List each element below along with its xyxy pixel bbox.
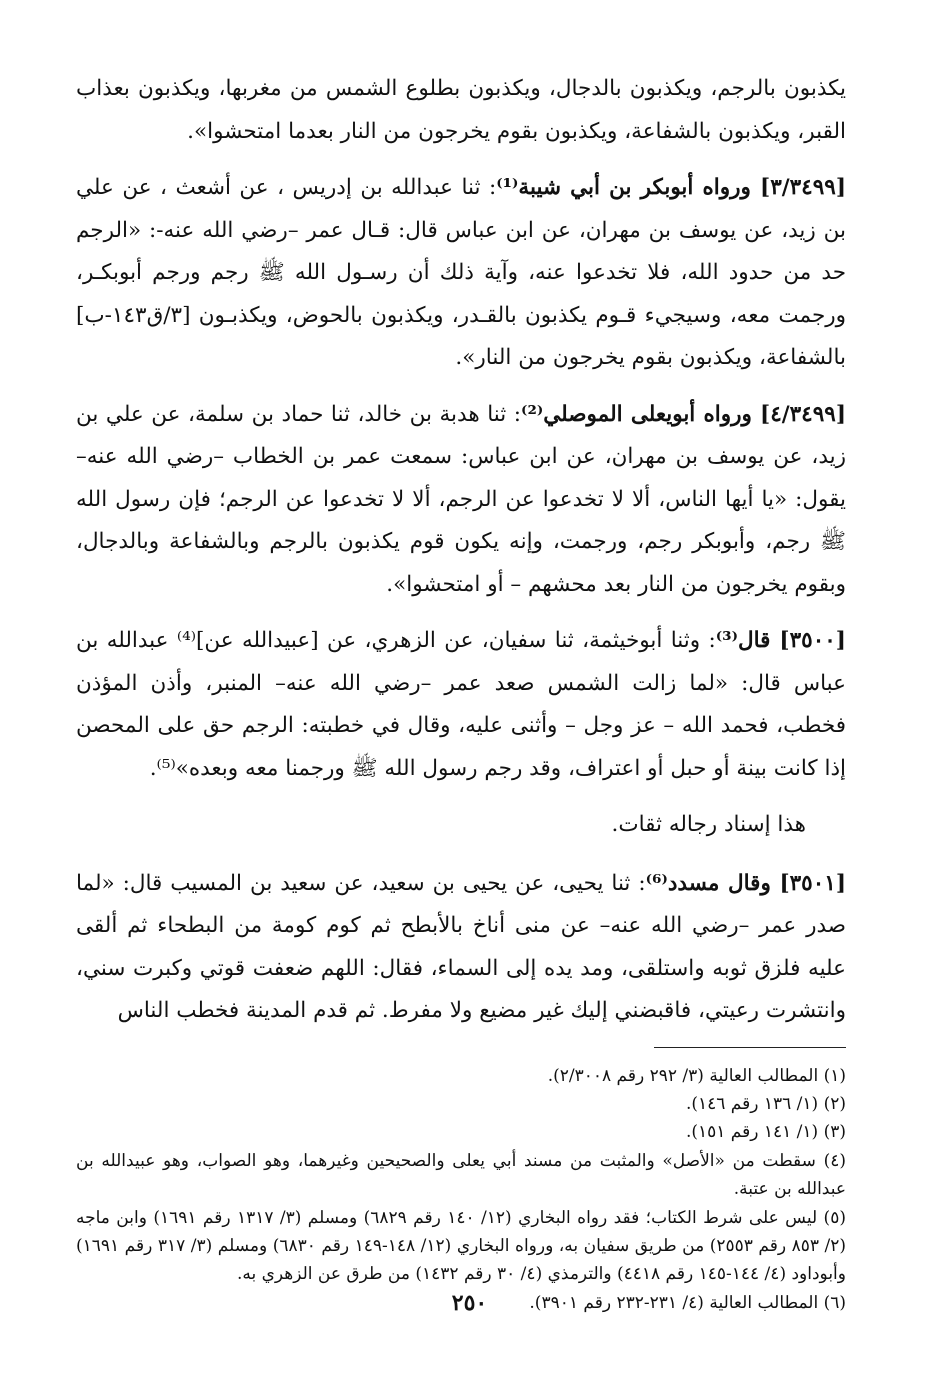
paragraph-hadith-3501 [76, 863, 846, 1033]
footnote-6: (٦) المطالب العالية (٤/ ٢٣١-٢٣٢ رقم ٣٩٠١). [529, 1292, 846, 1313]
footnote-1: (١) المطالب العالية (٣/ ٢٩٢ رقم ٢/٣٠٠٨). [547, 1065, 846, 1086]
footnote-3: (٣) (١/ ١٤١ رقم ١٥١). [685, 1122, 846, 1143]
paragraph-hadith-3499-3 [76, 167, 846, 380]
paragraph-text: : ثنا يحيى، عن يحيى بن سعيد، عن سعيد بن المسيب قال: «لما صدر عمر –رضي الله عنه– عن منى أناخ بالأبطح ثم كوم كومة من البطحاء ثم ألقى عليه فلزق ثوبه واستلقى، ومد يده إلى السماء، فقال: اللهم ضعفت قوتي وكبرت سني، وانتشرت رعيتي، فاقبضني إليك غير مضيع ولا مفرط. ثم قدم المدينة فخطب الناس [76, 870, 846, 1023]
hadith-reference: [٣٥٠٠] قال⁽³⁾ [715, 628, 846, 653]
paragraph-hadith-3499-4 [76, 394, 846, 607]
footnote-5: (٥) ليس على شرط الكتاب؛ فقد رواه البخاري (١٢/ ١٤٠ رقم ٦٨٢٩) ومسلم (٣/ ١٣١٧ رقم ١٦٩١) وابن ماجه (٢/ ٨٥٣ رقم ٢٥٥٣) من طريق سفيان به، ورواه البخاري (١٢/ ١٤٨-١٤٩ رقم ٦٨٣٠) ومسلم (٣/ ٣١٧ رقم ١٦٩١) وأبوداود (٤/ ١٤٤-١٤٥ رقم ٤٤١٨) والترمذي (٤/ ٣٠ رقم ١٤٣٢) من طرق عن الزهري به. [76, 1207, 846, 1285]
footnote-2: (٢) (١/ ١٣٦ رقم ١٤٦). [685, 1093, 846, 1114]
hadith-reference: [٣/٣٤٩٩] ورواه أبوبكر بن أبي شيبة⁽¹⁾ [496, 175, 846, 200]
hadith-reference: [٤/٣٤٩٩] ورواه أبويعلى الموصلي⁽²⁾ [521, 401, 847, 427]
footnote-4: (٤) سقطت من «الأصل» والمثبت من مسند أبي يعلى والصحيحين وغيرهما، وهو الصواب، وهو عبيدالله بن عبدالله بن عتبة. [76, 1150, 846, 1200]
page-body [76, 68, 846, 1317]
hadith-reference: [٣٥٠١] وقال مسدد⁽⁶⁾ [645, 870, 847, 896]
page-number: ٢٥٠ [451, 1290, 488, 1316]
footnotes [76, 1062, 846, 1318]
footnote-divider [654, 1047, 846, 1048]
paragraph-text: هذا إسناد رجاله ثقات. [611, 812, 806, 837]
paragraph-text: يكذبون بالرجم، ويكذبون بالدجال، ويكذبون بطلوع الشمس من مغربها، ويكذبون بعذاب القبر، ويكذبون بالشفاعة، ويكذبون بقوم يخرجون من النار بعدما امتحشوا». [76, 76, 846, 144]
paragraph-text: : ثنا عبدالله بن إدريس ، عن أشعث ، عن علي بن زيد، عن يوسف بن مهران، عن ابن عباس قال: قـال عمر –رضي الله عنه-: «الرجم حد من حدود الله، فلا تخدعوا عنه، وآية ذلك أن رسـول الله ﷺ رجم ورجم أبوبكـر، ورجمت معه، وسيجيء قـوم يكذبون بالقـدر، ويكذبون بالحوض، ويكذبـون [٣/ق١٤٣-ب] بالشفاعة، ويكذبون بقوم يخرجون من النار». [76, 175, 846, 370]
paragraph-text: : وثنا أبوخيثمة، ثنا سفيان، عن الزهري، عن [عبيدالله عن]⁽⁴⁾ عبدالله بن عباس قال: «لما زالت الشمس صعد عمر –رضي الله عنه– المنبر، وأذن المؤذن فخطب، فحمد الله – عز وجل – وأثنى عليه، وقال في خطبته: الرجم حق على المحصن إذا كانت بينة أو حبل أو اعتراف، وقد رجم رسول الله ﷺ ورجمنا معه وبعده»⁽⁵⁾. [76, 628, 846, 781]
paragraph-continuation [76, 68, 846, 153]
paragraph-hadith-3500 [76, 620, 846, 790]
paragraph-text: : ثنا هدبة بن خالد، ثنا حماد بن سلمة، عن علي بن زيد، عن يوسف بن مهران، عن ابن عباس: سمعت عمر بن الخطاب –رضي الله عنه– يقول: «يا أيها الناس، ألا لا تخدعوا عن الرجم، ألا لا تخدعوا عن الرجم؛ فإن رسول الله ﷺ رجم، وأبوبكر رجم، ورجمت، وإنه يكون قوم يكذبون بالرجم وبالشفاعة وبالدجال، وبقوم يخرجون من النار بعد محشهم – أو امتحشوا». [76, 401, 846, 597]
paragraph-isnad-note [76, 804, 846, 847]
